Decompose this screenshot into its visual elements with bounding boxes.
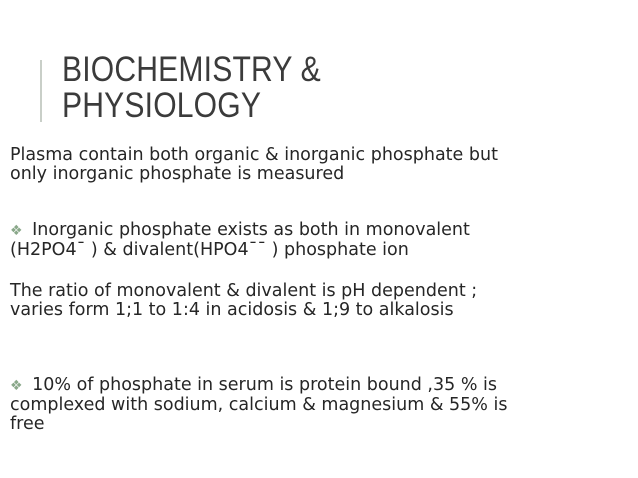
paragraph-line: (H2PO4¯ ) & divalent(HPO4¯¯ ) phosphate ion <box>10 240 409 260</box>
slide-title-line2: PHYSIOLOGY <box>62 86 262 125</box>
paragraph-line <box>10 376 507 396</box>
paragraph-line: Plasma contain both organic & inorganic phosphate but <box>10 145 498 165</box>
paragraph-line: varies form 1;1 to 1:4 in acidosis & 1;9 to alkalosis <box>10 300 454 320</box>
paragraph-line <box>10 221 470 241</box>
diamond-bullet-icon: ❖ <box>10 378 23 394</box>
paragraph-line: complexed with sodium, calcium & magnesium & 55% is <box>10 395 508 415</box>
paragraph-line: only inorganic phosphate is measured <box>10 164 345 184</box>
title-accent-bar <box>40 60 42 122</box>
paragraph-text: Inorganic phosphate exists as both in monovalent <box>26 220 470 240</box>
paragraph-plasma-phosphate <box>10 146 498 184</box>
diamond-bullet-icon: ❖ <box>10 223 23 239</box>
paragraph-line: free <box>10 414 45 434</box>
paragraph-serum-binding <box>10 376 507 434</box>
paragraph-line: The ratio of monovalent & divalent is pH dependent ; <box>10 281 478 301</box>
paragraph-text: 10% of phosphate in serum is protein bound ,35 % is <box>26 375 497 395</box>
paragraph-ratio <box>10 282 477 320</box>
slide-title <box>62 52 321 124</box>
slide-title-line1: BIOCHEMISTRY & <box>62 50 321 89</box>
paragraph-inorganic-forms <box>10 221 470 260</box>
